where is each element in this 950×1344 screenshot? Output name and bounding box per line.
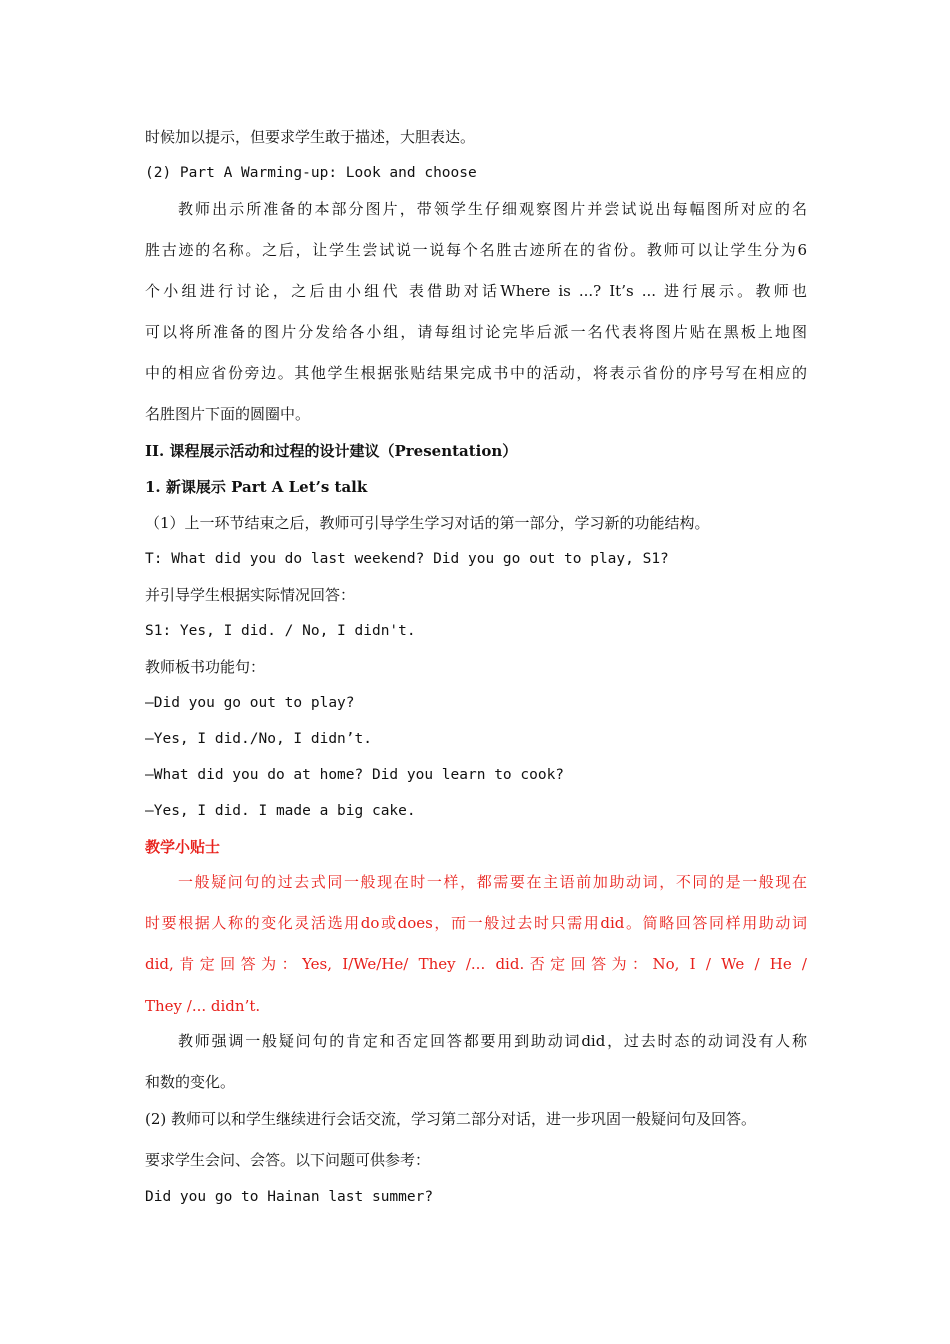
teaching-tip-line: They /... didn’t. bbox=[145, 997, 261, 1015]
dialogue-line: —What did you do at home? Did you learn to cook? bbox=[145, 767, 565, 783]
teaching-tip-heading: 教学小贴士 bbox=[145, 838, 221, 856]
paragraph-line: 可以将所准备的图片分发给各小组，请每组讨论完毕后派一名代表将图片贴在黑板上地图 bbox=[145, 323, 807, 341]
subsection-heading-lets-talk: 1. 新课展示 Part A Let’s talk bbox=[145, 478, 368, 496]
paragraph-line: 和数的变化。 bbox=[145, 1073, 236, 1091]
paragraph-line: （1）上一环节结束之后，教师可引导学生学习对话的第一部分，学习新的功能结构。 bbox=[145, 514, 710, 532]
teaching-tip-line: 一般疑问句的过去式同一般现在时一样，都需要在主语前加助动词，不同的是一般现在 bbox=[178, 873, 807, 891]
paragraph-line: 并引导学生根据实际情况回答： bbox=[145, 586, 356, 604]
teaching-tip-line: 时要根据人称的变化灵活选用do或does，而一般过去时只需用did。简略回答同样用助动词 bbox=[145, 914, 807, 932]
dialogue-line: Did you go to Hainan last summer? bbox=[145, 1189, 434, 1205]
paragraph-line: 名胜图片下面的圆圈中。 bbox=[145, 405, 311, 423]
dialogue-line: —Yes, I did. I made a big cake. bbox=[145, 803, 416, 819]
paragraph-line: 个小组进行讨论，之后由小组代 表借助对话Where is ...? It’s ... 进行展示。教师也 bbox=[145, 282, 807, 300]
paragraph-line: 教师强调一般疑问句的肯定和否定回答都要用到助动词did，过去时态的动词没有人称 bbox=[178, 1032, 807, 1050]
paragraph-line: 中的相应省份旁边。其他学生根据张贴结果完成书中的活动，将表示省份的序号写在相应的 bbox=[145, 364, 807, 382]
paragraph-line: 胜古迹的名称。之后，让学生尝试说一说每个名胜古迹所在的省份。教师可以让学生分为6 bbox=[145, 241, 807, 259]
paragraph-line: 要求学生会问、会答。以下问题可供参考： bbox=[145, 1151, 431, 1169]
paragraph-line: 教师出示所准备的本部分图片，带领学生仔细观察图片并尝试说出每幅图所对应的名 bbox=[178, 200, 807, 218]
teaching-tip-line: did,肯定回答为：Yes, I/We/He/ They /... did.否定回答为：No, I / We / He / bbox=[145, 955, 807, 973]
dialogue-line: —Did you go out to play? bbox=[145, 695, 355, 711]
dialogue-line: S1: Yes, I did. / No, I didn't. bbox=[145, 623, 416, 639]
section-heading-warming-up: (2) Part A Warming-up: Look and choose bbox=[145, 165, 477, 181]
dialogue-line: —Yes, I did./No, I didn’t. bbox=[145, 731, 372, 747]
paragraph-line: 教师板书功能句： bbox=[145, 658, 266, 676]
paragraph-line: 时候加以提示，但要求学生敢于描述，大胆表达。 bbox=[145, 128, 476, 146]
section-heading-presentation: II. 课程展示活动和过程的设计建议（Presentation） bbox=[145, 442, 518, 460]
dialogue-line: T: What did you do last weekend? Did you go out to play, S1? bbox=[145, 551, 669, 567]
paragraph-line: (2) 教师可以和学生继续进行会话交流，学习第二部分对话，进一步巩固一般疑问句及回答。 bbox=[145, 1110, 757, 1128]
